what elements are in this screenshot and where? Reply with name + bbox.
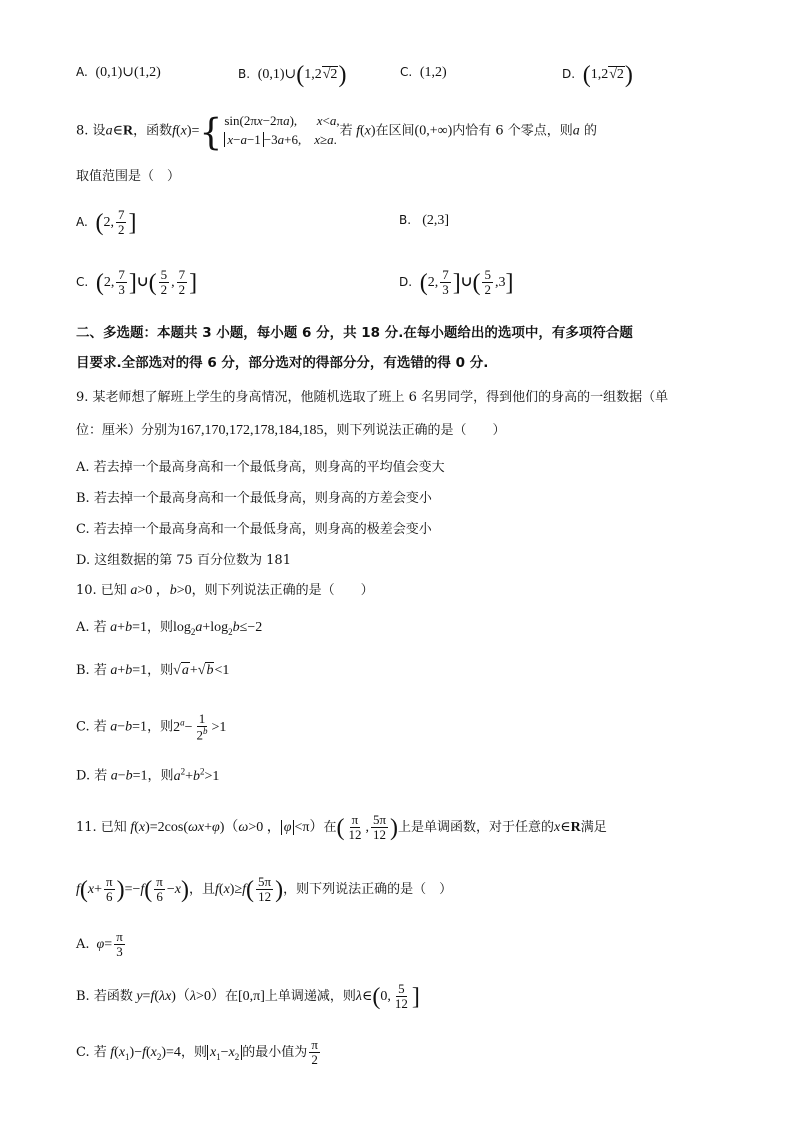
q8-option-b: B. (2,3] — [399, 213, 450, 228]
q10-option-a-mid: ，则 — [146, 620, 173, 635]
q11-line2-post: ，则下列说法正确的是（ ） — [283, 882, 453, 898]
q7-option-d-math: (1,2√2) — [582, 62, 633, 88]
q7-option-d-label: D. — [562, 67, 576, 81]
q8-option-a: A. (2, $\frac{7}{2}$ ] — [76, 207, 137, 238]
q11-option-a-label: A. — [76, 937, 90, 953]
q11-stem-mid2: 上是单调函数，对于任意的 — [398, 820, 555, 836]
q8-option-c: C. (2, $\frac{7}{3}$ ]∪( $\frac{5}{2}$ , $\frac{7}{2}$ ] — [76, 267, 198, 298]
q10-stem-post: ，则下列说法正确的是（ ） — [191, 583, 374, 598]
q9-option-a: A. 若去掉一个最高身高和一个最低身高，则身高的平均值会变大 — [76, 460, 445, 475]
q9-stem-line2 — [76, 424, 506, 438]
q8-stem-post3: 内恰有 6 个零点，则 — [452, 123, 573, 139]
q8-number: 8. — [76, 123, 89, 139]
q10-option-a: A. 若 a+b=1，则$\log_2a+\log_2b\le-2$ — [76, 620, 263, 637]
q7-option-a-math: (0,1)∪(1,2) — [91, 65, 161, 80]
q10-option-d-mid: ，则 — [147, 768, 174, 784]
q9-option-b: B. 若去掉一个最高身高和一个最低身高，则身高的方差会变小 — [76, 491, 432, 506]
q11-option-b: B. 若函数 y=f(λx)（λ>0）在[0,π]上单调递减，则λ∈(0, $\frac{5}{12}$ ] — [76, 981, 420, 1012]
q11-option-b-mid2: 上单调递减，则 — [264, 989, 356, 1005]
q8-option-d: D. (2, $\frac{7}{3}$ ]∪( $\frac{5}{2}$ ,3] — [399, 267, 514, 298]
q11-stem: 11. 已知 f(x)=2cos(ωx+φ)（ω>0 ， φ <π）在( $\frac{\pi}{12}$ , $\frac{5\pi}{12}$ )上是单调函数，对于任意的x∈R满足 — [76, 812, 607, 843]
q10-option-c: C. 若 a−b=1，则$2^a-$ $\frac{1}{2^b}$ >1 — [76, 711, 227, 743]
q10-option-a-pre: A. 若 — [76, 620, 107, 635]
q10-option-d: D. 若 a−b=1，则$a^2+b^2>1$ — [76, 766, 220, 784]
q9-stem-line1: 9. 某老师想了解班上学生的身高情况，他随机选取了班上 6 名男同学，得到他们的身高的一组数据（单 — [76, 390, 669, 405]
q7-option-d — [562, 62, 633, 88]
q7-option-c-label: C. — [400, 65, 413, 79]
section2-heading-line1: 二、多选题：本题共 3 小题，每小题 6 分，共 18 分.在每小题给出的选项中，有多项符合题 — [76, 325, 633, 341]
q10-option-b-pre: B. 若 — [76, 663, 107, 678]
q8-option-b-label: B. — [399, 213, 412, 227]
q7-option-a-label: A. — [76, 65, 88, 79]
q8-stem-pre: 设 — [92, 123, 106, 139]
q11-option-c: C. 若 $f(x_1)-f(x_2)=4$，则 $x_1-x_2$ 的最小值为 $\frac{\pi}{2}$ — [76, 1037, 318, 1068]
q11-condition: f(x+ $\frac{\pi}{6}$ )=−f( $\frac{\pi}{6}$ −x)，且f(x)≥f( $\frac{5\pi}{12}$ )，则下列说法正确的是（ ） — [76, 874, 453, 905]
q11-option-b-pre: B. 若函数 — [76, 989, 133, 1005]
q8-option-c-label: C. — [76, 275, 89, 290]
q7-option-a — [76, 66, 161, 80]
q8-piecewise: sin(2πx−2πa), x<a, x−a−1 −3a+6, x≥a. — [224, 113, 340, 147]
q8-stem-post4: 的 — [583, 123, 597, 139]
q11-stem-mid3: 满足 — [580, 820, 607, 836]
q8-option-a-label: A. — [76, 215, 88, 230]
q7-option-b-label: B. — [238, 67, 251, 81]
q11-option-a: A. φ= $\frac{\pi}{3}$ — [76, 929, 123, 960]
q9-line2-post: ，则下列说法正确的是（ ） — [323, 423, 506, 438]
q7-option-c — [400, 66, 447, 80]
q10-stem-pre: 10. 已知 — [76, 583, 127, 598]
q10-stem: 10. 已知 a>0 ，b>0，则下列说法正确的是（ ） — [76, 583, 374, 598]
q10-option-d-pre: D. 若 — [76, 768, 108, 784]
q10-option-b-mid: ，则 — [147, 663, 174, 678]
q11-stem-pre: 11. 已知 — [76, 820, 127, 836]
q10-option-b: B. 若 a+b=1，则√a+√b<1 — [76, 663, 230, 678]
section2-heading-line2: 目要求.全部选对的得 6 分，部分选对的得部分分，有选错的得 0 分. — [76, 355, 489, 371]
q8-stem: 8. 设a∈R，函数f(x)={ sin(2πx−2πa), x<a, x−a−1 −3a+6, x≥a. 若 f(x)在区间(0,+∞)内恰有 6 个零点，则a 的 — [76, 112, 597, 154]
q10-option-c-mid: ，则 — [147, 719, 174, 735]
q9-data: 167,170,172,178,184,185 — [180, 423, 324, 438]
q11-stem-mid1: 在 — [323, 820, 337, 836]
q8-stem-post: 若 — [339, 123, 353, 139]
q11-option-c-pre: C. 若 — [76, 1045, 107, 1061]
q8-stem-line2: 取值范围是（ ） — [76, 169, 181, 184]
q8-stem-mid: ，函数 — [133, 123, 173, 139]
q11-option-b-mid: 在 — [224, 989, 238, 1005]
q8-option-d-label: D. — [399, 275, 413, 290]
q9-option-c: C. 若去掉一个最高身高和一个最低身高，则身高的极差会变小 — [76, 522, 432, 537]
q9-option-d: D. 这组数据的第 75 百分位数为 181 — [76, 553, 291, 568]
q8-stem-post2: 在区间 — [375, 123, 415, 139]
q11-option-c-post: 的最小值为 — [242, 1045, 308, 1061]
q7-option-c-math: (1,2) — [416, 65, 447, 80]
q7-option-b — [238, 62, 347, 88]
q10-option-c-pre: C. 若 — [76, 719, 107, 735]
q11-option-c-mid: ，则 — [180, 1045, 207, 1061]
q9-line2-pre: 位：厘米）分别为 — [76, 423, 181, 438]
q11-line2-mid: ，且 — [188, 882, 215, 898]
q7-option-b-math: (0,1)∪(1,2√2) — [254, 62, 347, 88]
